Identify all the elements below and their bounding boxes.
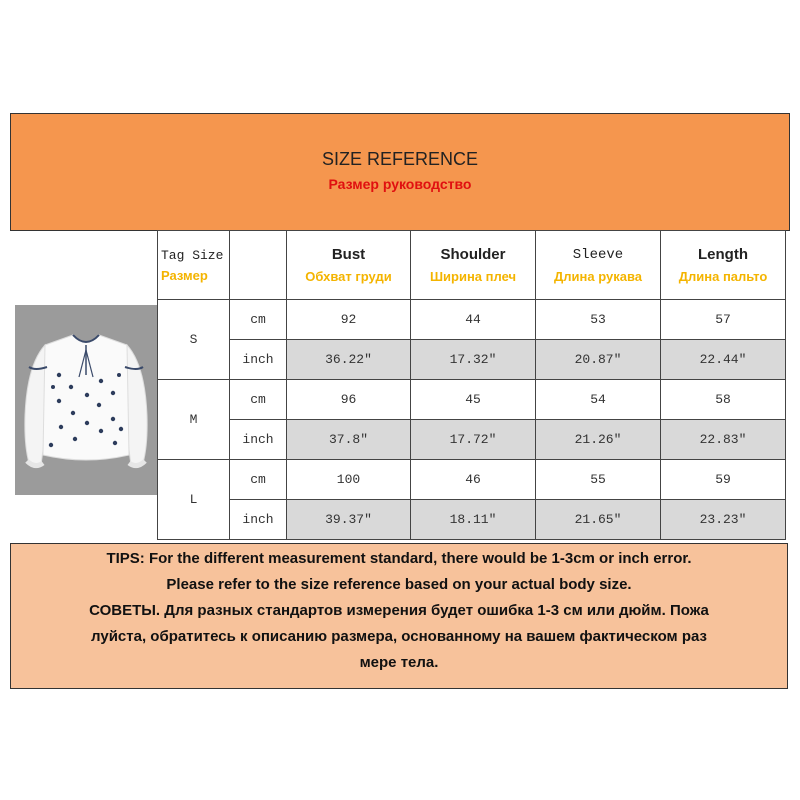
length-value: 59 [661,460,786,500]
column-header-label-ru: Обхват груди [305,269,392,284]
column-header-label-en: Bust [331,246,366,263]
size-label-s: S [158,300,230,380]
table-row [158,380,786,420]
length-value: 22.44″ [661,340,786,380]
table-row [158,300,786,340]
column-header-label-ru: Ширина плеч [429,269,517,284]
tag-size-header [158,231,230,300]
column-header-label-en: Shoulder [440,246,506,263]
length-value: 22.83″ [661,420,786,460]
bust-value: 37.8″ [287,420,411,460]
bust-value: 39.37″ [287,500,411,540]
product-photo-panel [12,231,156,541]
length-value: 58 [661,380,786,420]
column-header-length [661,231,786,300]
column-header-label-ru: Длина пальто [678,269,768,284]
column-header-label-ru: Длина рукава [554,268,642,284]
column-header-sleeve [536,231,661,300]
shoulder-value: 17.32″ [411,340,536,380]
table-row [158,340,786,380]
unit-inch: inch [230,340,287,380]
table-row [158,420,786,460]
unit-cm: cm [230,380,287,420]
tips-line-5: мере тела. [359,654,439,671]
length-value: 23.23″ [661,500,786,540]
unit-inch: inch [230,420,287,460]
sleeve-value: 53 [536,300,661,340]
product-photo [15,305,157,495]
size-table [157,230,786,540]
unit-inch: inch [230,500,287,540]
bust-value: 96 [287,380,411,420]
table-row [158,500,786,540]
column-header-shoulder [411,231,536,300]
shoulder-value: 44 [411,300,536,340]
bust-value: 92 [287,300,411,340]
sleeve-value: 54 [536,380,661,420]
bust-value: 36.22″ [287,340,411,380]
shoulder-value: 46 [411,460,536,500]
tag-size-label-ru: Размер [161,267,208,283]
shoulder-value: 45 [411,380,536,420]
length-value: 57 [661,300,786,340]
column-header-bust [287,231,411,300]
header-band [10,113,790,231]
sleeve-value: 55 [536,460,661,500]
column-header-label-en: Sleeve [572,246,624,263]
tips-line-3: СОВЕТЫ. Для разных стандартов измерения будет ошибка 1-3 см или дюйм. Пожа [89,602,709,619]
tips-line-1: TIPS: For the different measurement standard, there would be 1-3cm or inch error. [106,550,692,567]
table-row [158,460,786,500]
tips-line-2: Please refer to the size reference based on your actual body size. [166,576,632,593]
size-chart [10,113,790,691]
tips-line-4: луйста, обратитесь к описанию размера, основанному на вашем фактическом раз [91,628,707,645]
sleeve-value: 21.65″ [536,500,661,540]
unit-cm: cm [230,300,287,340]
tips-panel [10,543,788,689]
shoulder-value: 17.72″ [411,420,536,460]
unit-cm: cm [230,460,287,500]
chart-subtitle: Размер руководство [328,176,472,192]
unit-header [230,231,287,300]
shoulder-value: 18.11″ [411,500,536,540]
column-header-label-en: Length [698,246,748,263]
size-label-l: L [158,460,230,540]
size-label-m: M [158,380,230,460]
bust-value: 100 [287,460,411,500]
table-header-row [158,231,786,300]
tag-size-label-en: Tag Size [161,247,224,263]
sleeve-value: 21.26″ [536,420,661,460]
chart-title: SIZE REFERENCE [321,149,479,169]
sleeve-value: 20.87″ [536,340,661,380]
